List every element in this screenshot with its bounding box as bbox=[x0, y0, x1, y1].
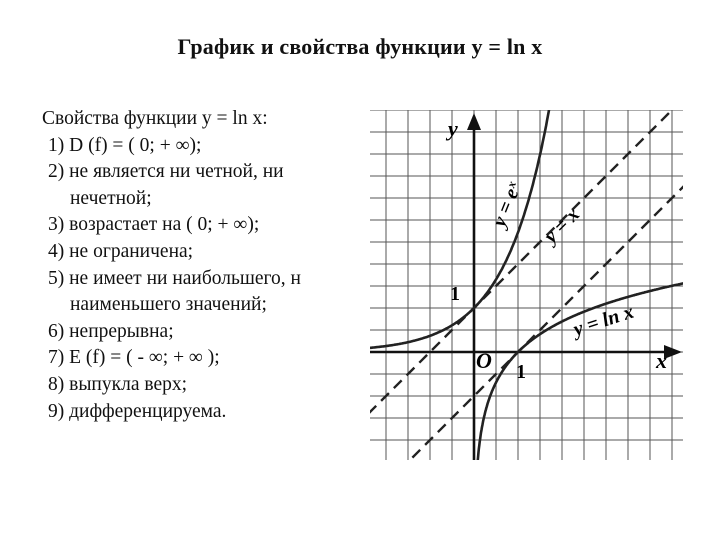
tick-one-x-label: 1 bbox=[516, 361, 526, 383]
property-6: 6) непрерывна; bbox=[48, 320, 174, 342]
property-3: 3) возрастает на ( 0; + ∞); bbox=[48, 214, 260, 236]
identity-line-label: y = x bbox=[539, 203, 585, 248]
property-5-cont: наименьшего значений; bbox=[70, 294, 267, 316]
property-2-cont: нечетной; bbox=[70, 187, 152, 209]
function-graph bbox=[370, 110, 683, 460]
property-8: 8) выпукла верх; bbox=[48, 373, 188, 395]
property-1: 1) D (f) = ( 0; + ∞); bbox=[48, 134, 202, 156]
properties-list bbox=[42, 106, 372, 425]
x-axis-label: x bbox=[656, 348, 667, 373]
graph-figure bbox=[370, 110, 683, 460]
property-7: 7) E (f) = ( - ∞; + ∞ ); bbox=[48, 347, 220, 369]
log-curve-label: y = ln x bbox=[570, 300, 637, 341]
property-5: 5) не имеет ни наибольшего, н bbox=[48, 267, 301, 289]
exp-curve-label: y = eˣ bbox=[488, 179, 526, 230]
tick-one-y-label: 1 bbox=[450, 283, 460, 305]
properties-heading: Свойства функции y = ln x: bbox=[42, 108, 268, 129]
origin-label: O bbox=[476, 348, 492, 373]
property-9: 9) дифференцируема. bbox=[48, 400, 227, 422]
property-4: 4) не ограничена; bbox=[48, 240, 194, 262]
slide-title: График и свойства функции y = ln x bbox=[177, 34, 543, 59]
y-axis-label: y bbox=[448, 116, 458, 141]
property-2: 2) не является ни четной, ни bbox=[48, 161, 284, 183]
